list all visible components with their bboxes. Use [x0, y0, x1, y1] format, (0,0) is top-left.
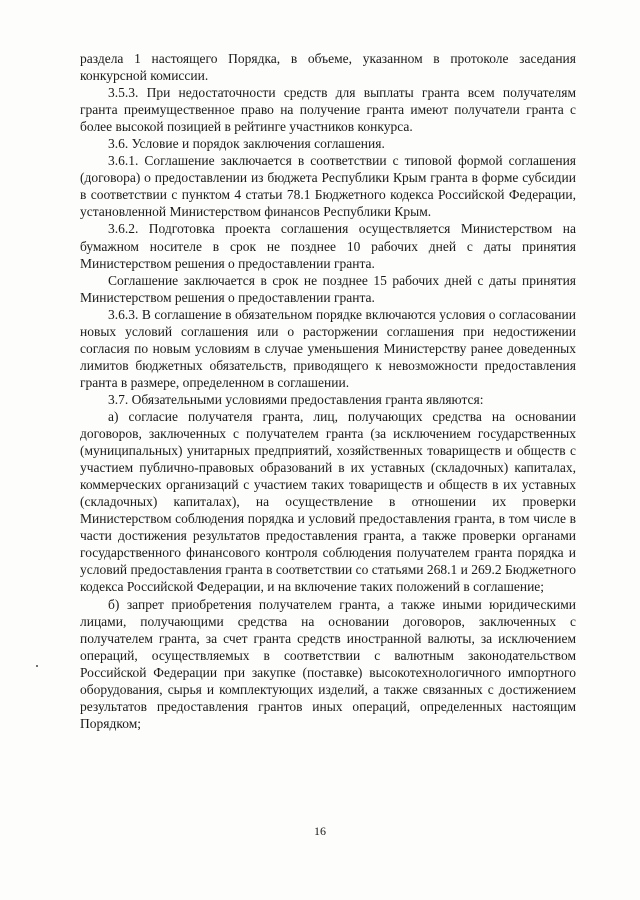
paragraph-3-6-1: 3.6.1. Соглашение заключается в соответствии с типовой формой соглашения (договора) о предоставлении из бюджета Республики Крым гранта в форме субсидии в соответствии с пунктом 4 статьи 78.1 Бюджетного кодекса Российской Федерации, установленной Министерством финансов Республики Крым.	[80, 153, 576, 220]
paragraph-continuation: раздела 1 настоящего Порядка, в объеме, указанном в протоколе заседания конкурсной комиссии.	[80, 51, 576, 84]
paragraph-item-b: б) запрет приобретения получателем гранта, а также иными юридическими лицами, получающими средства на основании договоров, заключенных с получателем гранта, за счет гранта средств иностранной валюты, за исключением операций, осуществляемых в соответствии с валютным законодательством Российской Федерации при закупке (поставке) высокотехнологичного импортного оборудования, сырья и комплектующих изделий, а также связанных с достижением результатов предоставления грантов иных операций, определенных настоящим Порядком;	[80, 596, 576, 731]
paragraph-3-6: 3.6. Условие и порядок заключения соглашения.	[108, 136, 385, 152]
paragraph-3-6-2: 3.6.2. Подготовка проекта соглашения осуществляется Министерством на бумажном носителе в срок не позднее 10 рабочих дней с даты принятия Министерством решения о предоставлении гранта.	[80, 221, 576, 271]
paragraph-3-5-3: 3.5.3. При недостаточности средств для выплаты гранта всем получателям гранта преимущественное право на получение гранта имеют получатели гранта с более высокой позицией в рейтинге участников конкурса.	[80, 85, 576, 135]
paragraph-3-6-3: 3.6.3. В соглашение в обязательном порядке включаются условия о согласовании новых условий соглашения или о расторжении соглашения при недостижении согласия по новым условиям в случае уменьшения Министерству ранее доведенных лимитов бюджетных обязательств, приводящего к невозможности предоставления гранта в размере, определенном в соглашении.	[80, 306, 576, 390]
paragraph-3-7: 3.7. Обязательными условиями предоставления гранта являются:	[108, 391, 484, 407]
paragraph-agreement-deadline: Соглашение заключается в срок не позднее 15 рабочих дней с даты принятия Министерством решения о предоставлении гранта.	[80, 272, 576, 305]
document-body	[80, 50, 576, 732]
paragraph-item-a: а) согласие получателя гранта, лиц, получающих средства на основании договоров, заключенных с получателем гранта (за исключением государственных (муниципальных) унитарных предприятий, хозяйственных товариществ и обществ с участием публично-правовых образований в их уставных (складочных) капиталах, коммерческих организаций с участием таких товариществ и обществ в их уставных (складочных) капиталах), на осуществление в отношении их проверки Министерством соблюдения порядка и условий предоставления гранта, в том числе в части достижения результатов предоставления гранта, а также проверки органами государственного финансового контроля соблюдения получателем гранта порядка и условий предоставления гранта в соответствии со статьями 268.1 и 269.2 Бюджетного кодекса Российской Федерации, и на включение таких положений в соглашение;	[80, 408, 576, 595]
page-number: 16	[314, 824, 326, 838]
scan-speck	[36, 665, 38, 667]
